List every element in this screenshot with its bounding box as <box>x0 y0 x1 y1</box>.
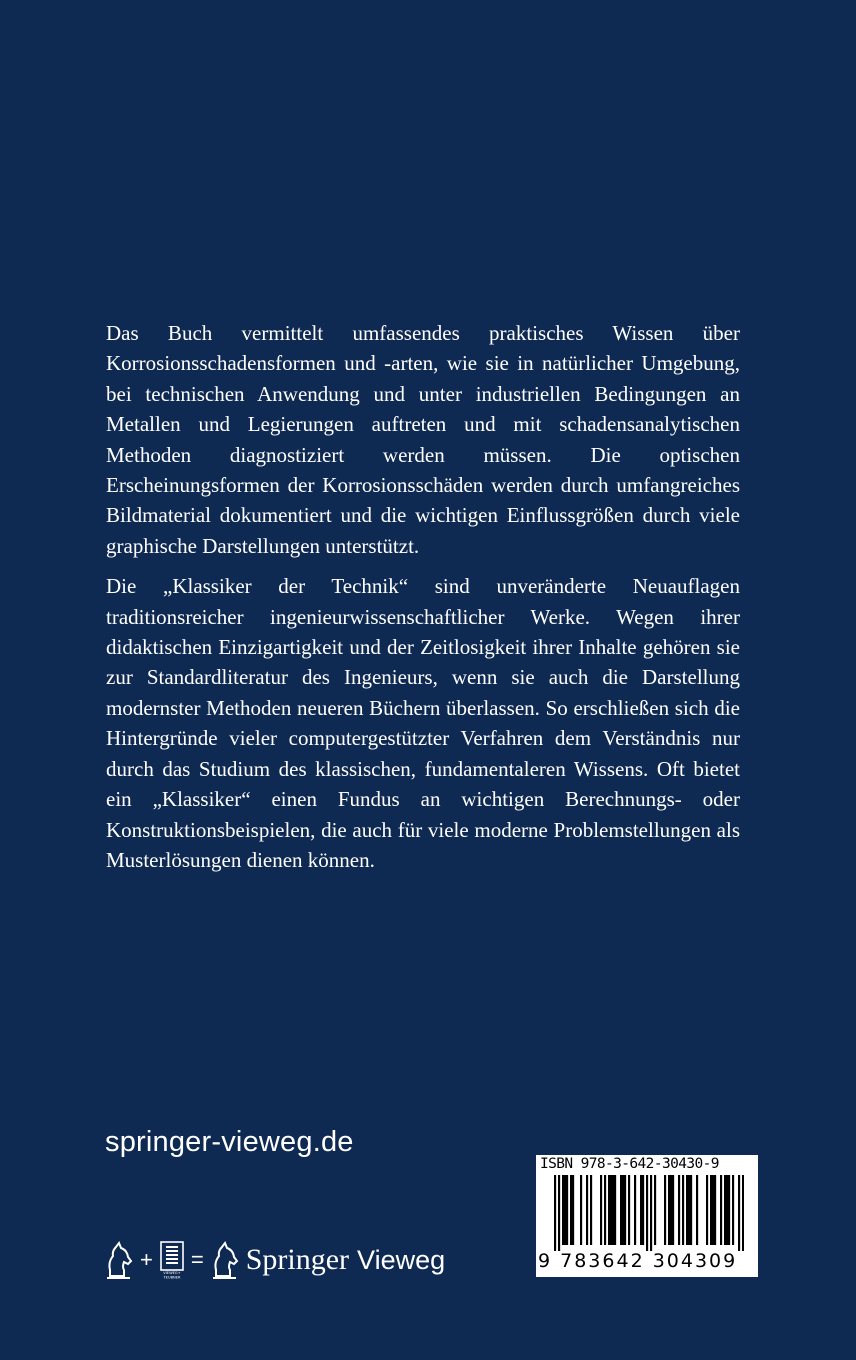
barcode-bar <box>572 1175 574 1245</box>
barcode-bar <box>726 1175 728 1245</box>
barcode-bar <box>706 1175 708 1245</box>
isbn-barcode <box>536 1155 758 1277</box>
barcode-bar <box>580 1175 582 1245</box>
barcode-bar <box>586 1175 588 1245</box>
barcode-bar <box>714 1175 716 1245</box>
barcode-bar <box>570 1175 572 1245</box>
barcode-bar <box>712 1175 714 1245</box>
barcode-bar <box>608 1175 610 1245</box>
barcode-bar <box>566 1175 568 1245</box>
barcode-bar <box>682 1175 684 1245</box>
barcode-bar <box>558 1175 560 1251</box>
blurb-paragraph-1: Das Buch vermittelt umfassendes praktisches Wissen über Korrosionsschadensformen und -arten, wie sie in natürlicher Umgebung, bei technischen Anwendung und unter industriellen Bedingungen an Metallen und Legierungen auftreten und mit schadensanalytischen Methoden diagnostiziert werden müssen. Die optischen Erscheinungsformen der Korrosionsschäden werden durch umfangreiches Bildmaterial dokumentiert und die wichtigen Einflussgrößen durch viele graphische Darstellungen unterstützt. <box>106 321 740 558</box>
barcode-bar <box>664 1175 666 1245</box>
barcode-bar <box>604 1175 606 1245</box>
barcode-bar <box>742 1175 744 1251</box>
barcode-bar <box>720 1175 722 1245</box>
barcode-bar <box>640 1175 642 1245</box>
barcode-bar <box>562 1175 564 1245</box>
barcode-bar <box>646 1175 648 1251</box>
barcode-bar <box>610 1175 612 1245</box>
publisher-website: springer-vieweg.de <box>105 1126 354 1158</box>
barcode-bar <box>686 1175 688 1245</box>
barcode-bar <box>696 1175 698 1245</box>
barcode-bar <box>732 1175 734 1245</box>
barcode-bar <box>624 1175 626 1245</box>
barcode-bar <box>642 1175 644 1245</box>
barcode-bar <box>650 1175 652 1251</box>
svg-text:TEUBNER: TEUBNER <box>163 1275 181 1280</box>
barcode-bar <box>688 1175 690 1245</box>
barcode-bar <box>614 1175 616 1245</box>
barcode-bar <box>678 1175 680 1245</box>
barcode-bar <box>554 1175 556 1251</box>
barcode-bar <box>738 1175 740 1251</box>
publisher-logos <box>104 1238 504 1282</box>
springer-horse-icon <box>210 1240 240 1280</box>
blurb-paragraph-2: Die „Klassiker der Technik“ sind unveränderte Neuauflagen traditionsreicher ingenieurwissenschaftlicher Werke. Wegen ihrer didaktischen Einzigartigkeit und der Zeitlosigkeit ihrer Inhalte gehören sie zur Standardliteratur des Ingenieurs, wenn sie auch die Darstellung modernster Methoden neueren Büchern überlassen. So erschließen sich die Hintergründe vieler computergestützter Verfahren dem Verständnis nur durch das Studium des klassischen, fundamentaleren Wissens. Oft bietet ein „Klassiker“ einen Fundus an wichtigen Berechnungs- oder Konstruktionsbeispielen, die auch für viele moderne Problemstellungen als Musterlösungen dienen können. <box>106 574 740 872</box>
barcode-bar <box>690 1175 692 1245</box>
svg-text:VIEWEG+: VIEWEG+ <box>163 1271 181 1275</box>
ean-digits: 9 783642 304309 <box>538 1250 738 1272</box>
barcode-bar <box>620 1175 622 1245</box>
barcode-bar <box>622 1175 624 1245</box>
springer-horse-icon <box>104 1240 134 1280</box>
barcode-bar <box>628 1175 630 1245</box>
barcode-bar <box>590 1175 592 1245</box>
barcode-bars <box>554 1175 744 1251</box>
equals-sign: = <box>190 1247 204 1272</box>
vieweg-brand: Vieweg <box>357 1244 446 1275</box>
barcode-bar <box>672 1175 674 1245</box>
barcode-bar <box>612 1175 614 1245</box>
barcode-bar <box>564 1175 566 1245</box>
back-cover-blurb <box>106 318 740 885</box>
barcode-bar <box>654 1175 656 1245</box>
vieweg-teubner-logo-icon <box>159 1240 185 1280</box>
plus-sign: + <box>140 1247 153 1272</box>
springer-brand: Springer <box>245 1243 350 1276</box>
barcode-bar <box>728 1175 730 1245</box>
barcode-bar <box>600 1175 602 1245</box>
barcode-bar <box>670 1175 672 1245</box>
barcode-bar <box>724 1175 726 1245</box>
barcode-bar <box>668 1175 670 1245</box>
isbn-number: ISBN 978-3-642-30430-9 <box>540 1156 719 1172</box>
barcode-bar <box>710 1175 712 1245</box>
barcode-bar <box>634 1175 636 1245</box>
